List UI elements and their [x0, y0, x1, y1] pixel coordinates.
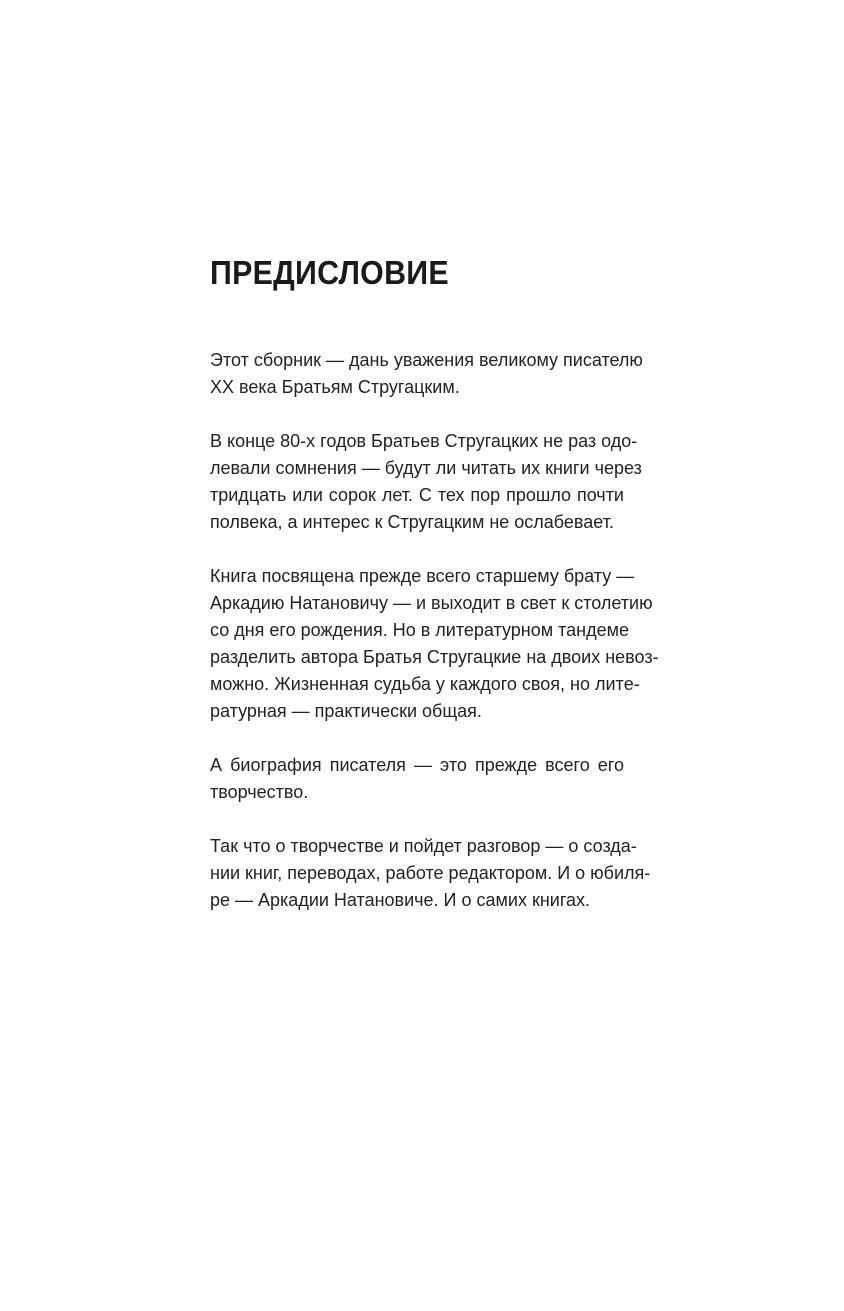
text-line: нии книг, переводах, работе редактором. И о юбиля-: [210, 863, 651, 883]
text-line: полвека, а интерес к Стругацким не ослабевает.: [210, 512, 614, 532]
text-line: В конце 80-х годов Братьев Стругацких не раз одо-: [210, 431, 638, 451]
text-line: ре — Аркадии Натановиче. И о самих книгах.: [210, 890, 591, 910]
text-line: творчество.: [210, 782, 309, 802]
text-line: Этот сборник — дань уважения великому писателю: [210, 350, 643, 370]
text-line: А биография писателя — это прежде всего его: [210, 755, 624, 775]
page-title: ПРЕДИСЛОВИЕ: [210, 254, 449, 291]
text-line: можно. Жизненная судьба у каждого своя, но литe-: [210, 674, 640, 694]
text-line: Книга посвящена прежде всего старшему брату —: [210, 566, 635, 586]
text-line: XX века Братьям Стругацким.: [210, 377, 460, 397]
text-line: разделить автора Братья Стругацкие на двоих невоз-: [210, 647, 659, 667]
paragraph-4: [210, 752, 624, 806]
paragraph-5: [210, 833, 651, 914]
text-line: со дня его рождения. Но в литературном тандеме: [210, 620, 630, 640]
text-line: левали сомнения — будут ли читать их книги через: [210, 458, 642, 478]
body-text: [210, 347, 659, 941]
paragraph-1: [210, 347, 643, 401]
text-line: Аркадию Натановичу — и выходит в свет к столетию: [210, 593, 653, 613]
text-line: ратурная — практически общая.: [210, 701, 482, 721]
paragraph-2: [210, 428, 642, 536]
text-line: тридцать или сорок лет. С тех пор прошло почти: [210, 485, 624, 505]
paragraph-3: [210, 563, 659, 725]
text-line: Так что о творчестве и пойдет разговор — о созда-: [210, 836, 637, 856]
